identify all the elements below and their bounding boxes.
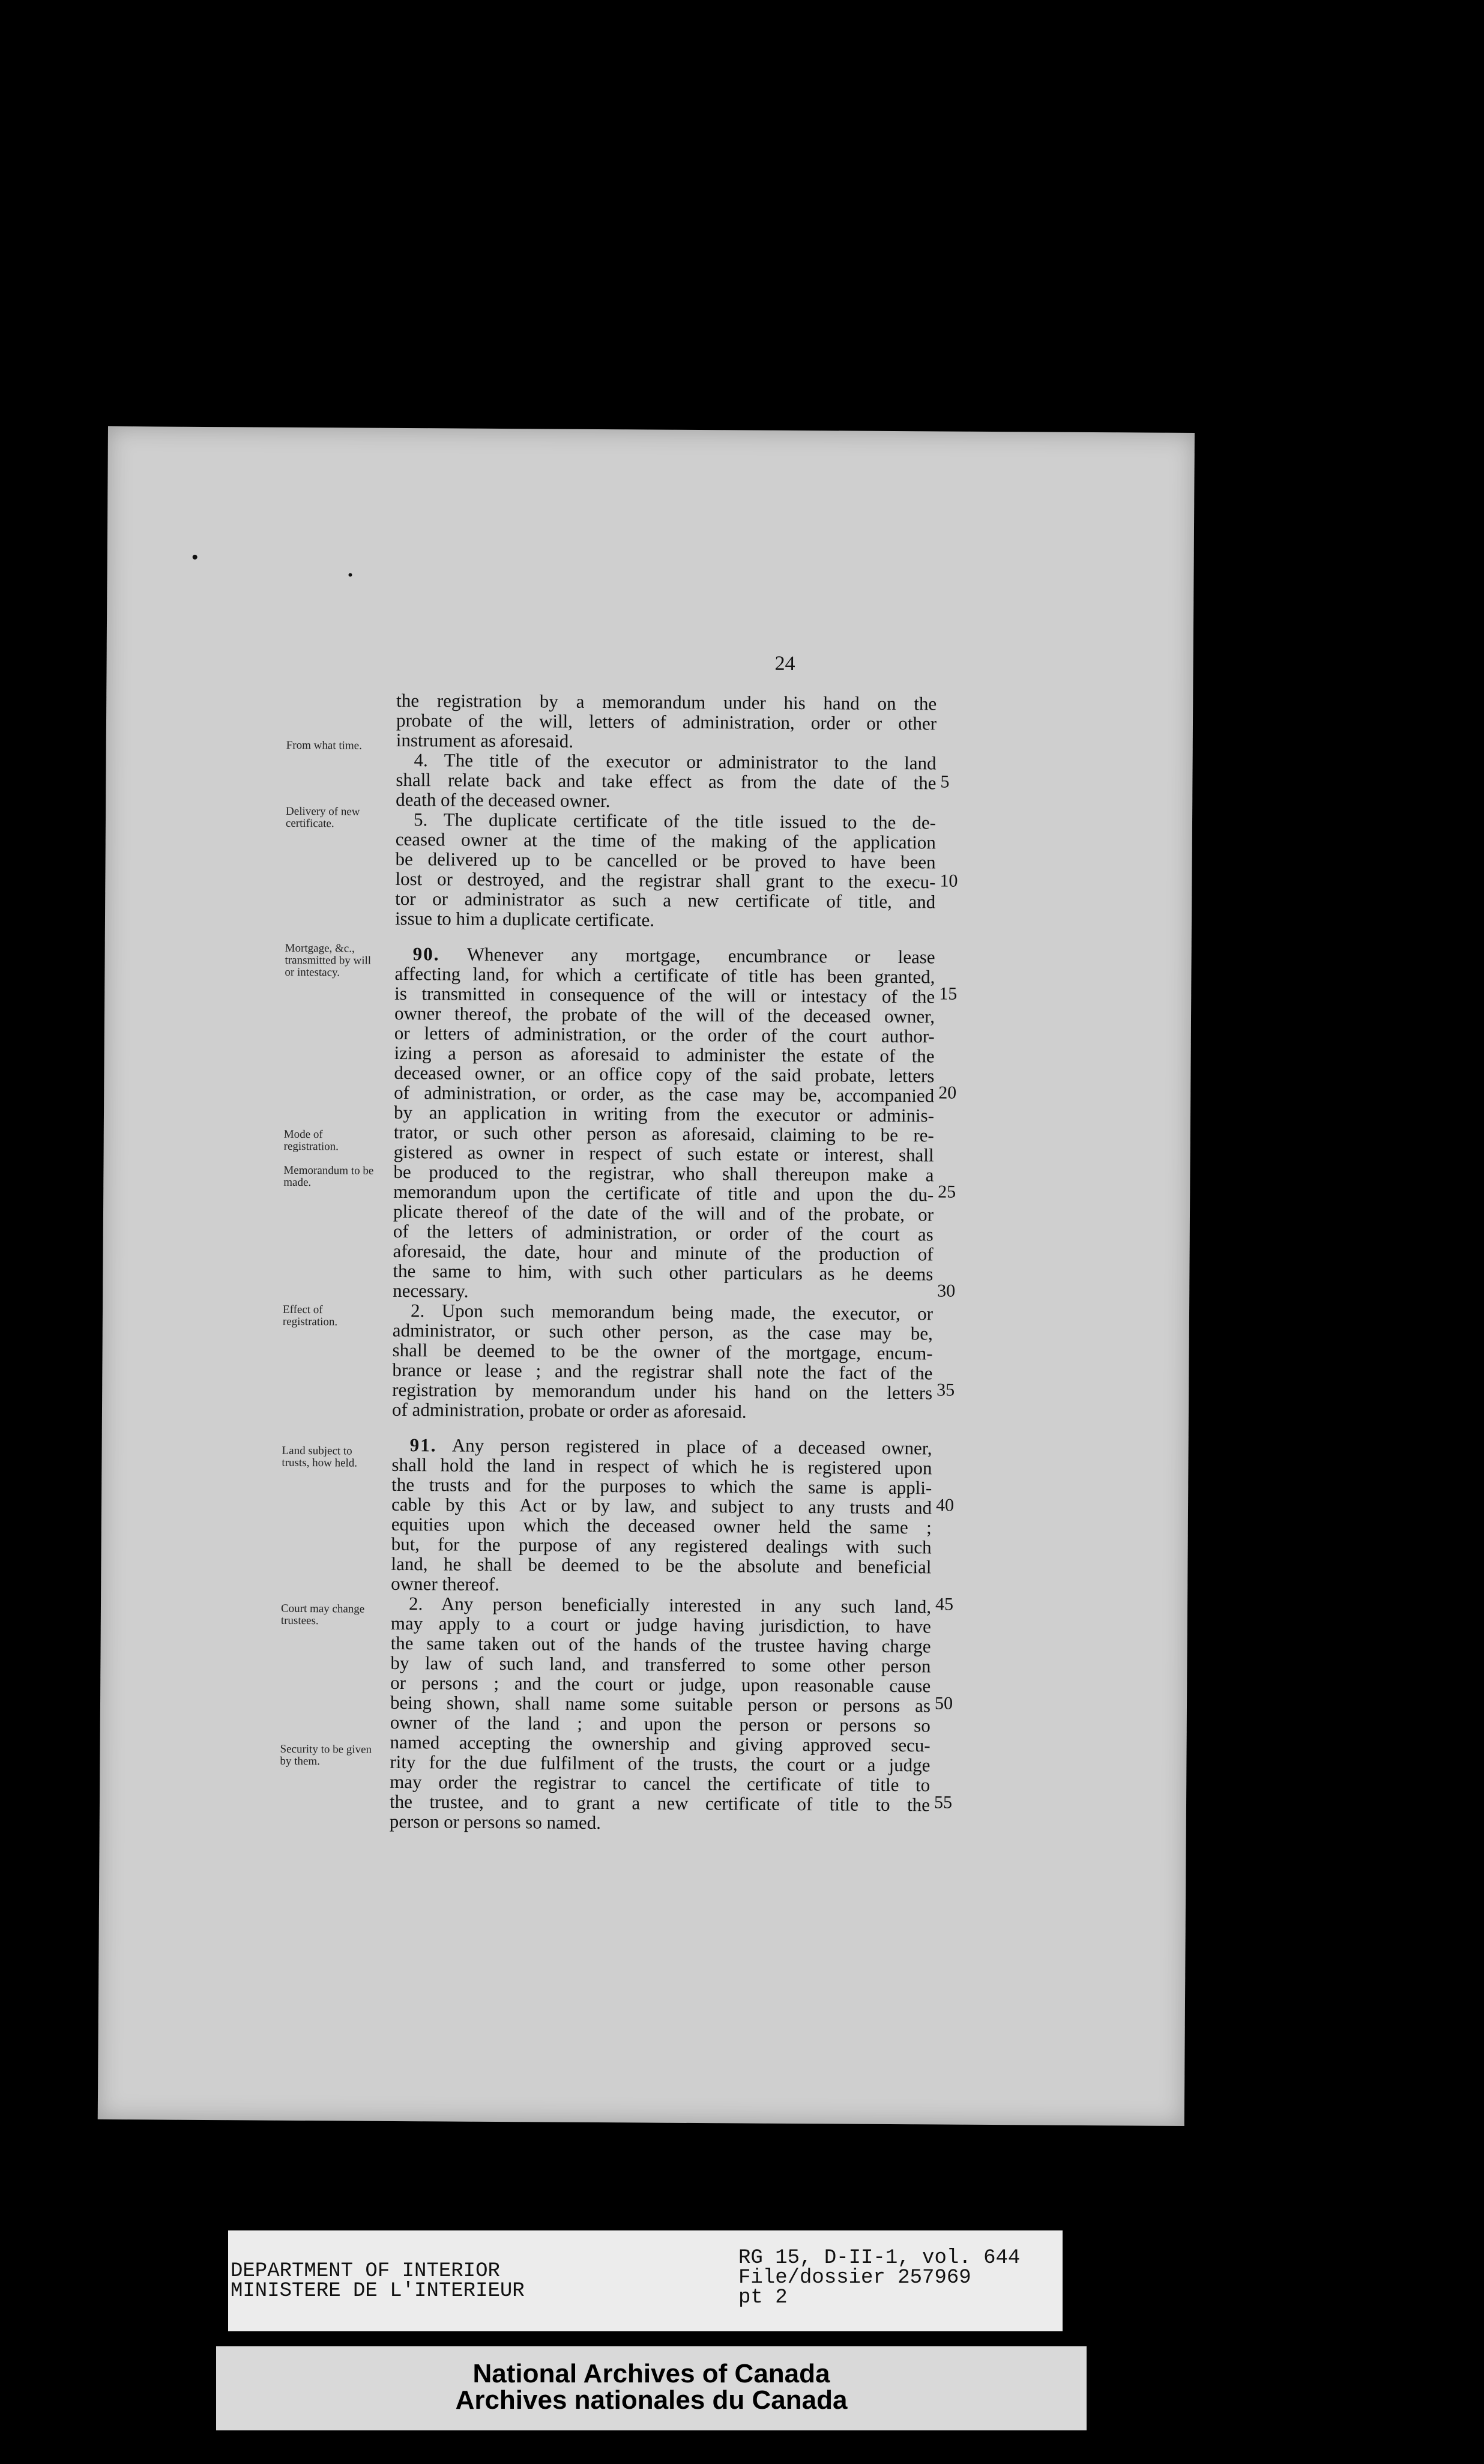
text-line: plicate thereof of the date of the will and of the probate, or: [393, 1200, 934, 1225]
paper-speck: [348, 573, 352, 576]
department-block: [231, 2262, 525, 2301]
section-91-number: 91.: [409, 1434, 437, 1456]
text-line: equities upon which the deceased owner held the same ;: [391, 1513, 932, 1538]
text-line: izing a person as aforesaid to administer the estate of the: [394, 1042, 935, 1067]
margin-note-delivery: Delivery of new certificate.: [285, 805, 360, 830]
text-line: shall be deemed to be the owner of the mortgage, encum-: [392, 1339, 933, 1364]
text-line: but, for the purpose of any registered dealings with such: [391, 1533, 932, 1558]
text-line: or persons ; and the court or judge, upon reasonable cause: [390, 1671, 931, 1697]
text-line: owner thereof, the probate of the will of the deceased owner,: [394, 1002, 935, 1027]
text-line: of administration, probate or order as aforesaid.: [391, 1398, 747, 1422]
line-number: 45: [935, 1594, 954, 1614]
text-line: gistered as owner in respect of such estate or interest, shall: [393, 1141, 934, 1166]
text-line: may apply to a court or judge having jurisdiction, to have: [390, 1612, 931, 1637]
text-line: 90. Whenever any mortgage, encumbrance or lease: [412, 943, 935, 968]
text-line: of administration, or order, as the case may be, accompanied: [394, 1081, 935, 1107]
margin-note-mode-of-registration: Mode of registration.: [283, 1128, 339, 1153]
text-line: administrator, or such other person, as the case may be,: [392, 1319, 933, 1344]
margin-note-security: Security to be given by them.: [280, 1742, 372, 1768]
line-number: 35: [937, 1380, 955, 1400]
archives-french: Archives nationales du Canada: [455, 2385, 848, 2415]
line-number: 10: [940, 871, 958, 891]
section-90-number: 90.: [412, 943, 440, 965]
text-line: 2. Any person beneficially interested in any such land,: [408, 1593, 932, 1617]
text-line: named accepting the ownership and giving approved secu-: [390, 1731, 931, 1756]
text-line: affecting land, for which a certificate of title has been granted,: [394, 962, 935, 988]
department-english: DEPARTMENT OF INTERIOR: [231, 2260, 500, 2283]
text-line: 91. Any person registered in place of a deceased owner,: [409, 1434, 932, 1459]
text-line: brance or lease ; and the registrar shall note the fact of the: [392, 1359, 933, 1384]
department-french: MINISTERE DE L'INTERIEUR: [231, 2280, 525, 2302]
margin-note-memorandum: Memorandum to be made.: [283, 1164, 374, 1189]
paper-speck: [193, 555, 198, 560]
text-line: owner thereof.: [391, 1572, 500, 1595]
text-line: shall relate back and take effect as from the date of the: [396, 768, 937, 794]
line-number: 25: [938, 1182, 956, 1202]
text-line: registration by memorandum under his hand on the letters: [392, 1378, 933, 1404]
archives-english: National Archives of Canada: [472, 2359, 830, 2388]
text-line: death of the deceased owner.: [396, 788, 611, 812]
text-line: lost or destroyed, and the registrar shall grant to the execu-: [395, 868, 936, 893]
archive-reference-label: [228, 2230, 1063, 2331]
reference-block: [738, 2248, 1020, 2308]
line-number: 30: [937, 1281, 956, 1301]
text-line: be produced to the registrar, who shall thereupon make a: [393, 1161, 934, 1186]
reference-volume: RG 15, D-II-1, vol. 644: [738, 2247, 1021, 2269]
text-line: is transmitted in consequence of the will or intestacy of the: [394, 982, 935, 1007]
text-line: memorandum upon the certificate of title and upon the du-: [393, 1180, 934, 1206]
line-number: 55: [934, 1792, 953, 1813]
text-line: of the letters of administration, or order of the court as: [393, 1220, 934, 1245]
archives-banner: [216, 2346, 1087, 2430]
text-line: may order the registrar to cancel the certificate of title to: [390, 1771, 931, 1796]
text-line: the trusts and for the purposes to which the same is appli-: [391, 1473, 932, 1499]
text-line: ceased owner at the time of the making of the application: [395, 828, 936, 853]
reference-file: File/dossier 257969: [738, 2266, 971, 2289]
text-line: necessary.: [393, 1279, 469, 1302]
margin-note-court-may-change: Court may change trustees.: [280, 1602, 365, 1628]
text-line: owner of the land ; and upon the person or persons so: [390, 1711, 931, 1736]
text-line: 5. The duplicate certificate of the title issued to the de-: [413, 809, 937, 833]
line-number: 15: [939, 983, 958, 1004]
text-line: the registration by a memorandum under his hand on the: [396, 689, 937, 714]
text-line: the same to him, with such other particulars as he deems: [393, 1260, 934, 1285]
text-line: be delivered up to be cancelled or be proved to have been: [395, 848, 936, 873]
text-line: 4. The title of the executor or administrator to the land: [414, 749, 937, 774]
text-line: by law of such land, and transferred to some other person: [390, 1652, 931, 1677]
text-line: probate of the will, letters of administration, order or other: [396, 709, 937, 734]
text-line: deceased owner, or an office copy of the said probate, letters: [394, 1061, 935, 1087]
text-line: by an application in writing from the executor or adminis-: [393, 1101, 935, 1126]
text-line: cable by this Act or by law, and subject to any trusts and: [391, 1493, 932, 1518]
margin-note-mortgage: Mortgage, &c., transmitted by will or intestacy.: [285, 941, 372, 979]
text-line: rity for the due fulfilment of the trusts, the court or a judge: [390, 1751, 931, 1776]
text-line: trator, or such other person as aforesaid, claiming to be re-: [393, 1121, 934, 1146]
text-line: shall hold the land in respect of which he is registered upon: [391, 1454, 932, 1479]
statute-text: [390, 690, 937, 1834]
text-line: being shown, shall name some suitable person or persons as: [390, 1691, 931, 1717]
text-line: aforesaid, the date, hour and minute of the production of: [393, 1240, 934, 1265]
line-number: 40: [935, 1495, 955, 1515]
margin-note-from-what-time: From what time.: [286, 738, 362, 752]
page-number: 24: [774, 652, 795, 675]
text-line: tor or administrator as such a new certificate of title, and: [395, 887, 936, 913]
text-line: the same taken out of the hands of the trustee having charge: [390, 1632, 931, 1657]
text-line: 2. Upon such memorandum being made, the executor, or: [410, 1300, 934, 1324]
reference-part: pt 2: [738, 2286, 788, 2309]
text-line: the trustee, and to grant a new certificate of title to the: [389, 1790, 931, 1816]
text-line: land, he shall be deemed to be the absolute and beneficial: [391, 1553, 932, 1578]
margin-note-effect-of-registration: Effect of registration.: [282, 1303, 338, 1329]
text-line: person or persons so named.: [389, 1810, 602, 1834]
line-number: 20: [938, 1083, 957, 1103]
text-line: instrument as aforesaid.: [396, 729, 574, 752]
document-page: [98, 426, 1195, 2126]
line-number: 5: [940, 772, 950, 792]
text-line: or letters of administration, or the order of the court author-: [394, 1022, 935, 1047]
margin-note-land-subject: Land subject to trusts, how held.: [282, 1444, 358, 1470]
text-line: issue to him a duplicate certificate.: [394, 907, 655, 931]
line-number: 50: [934, 1693, 953, 1714]
